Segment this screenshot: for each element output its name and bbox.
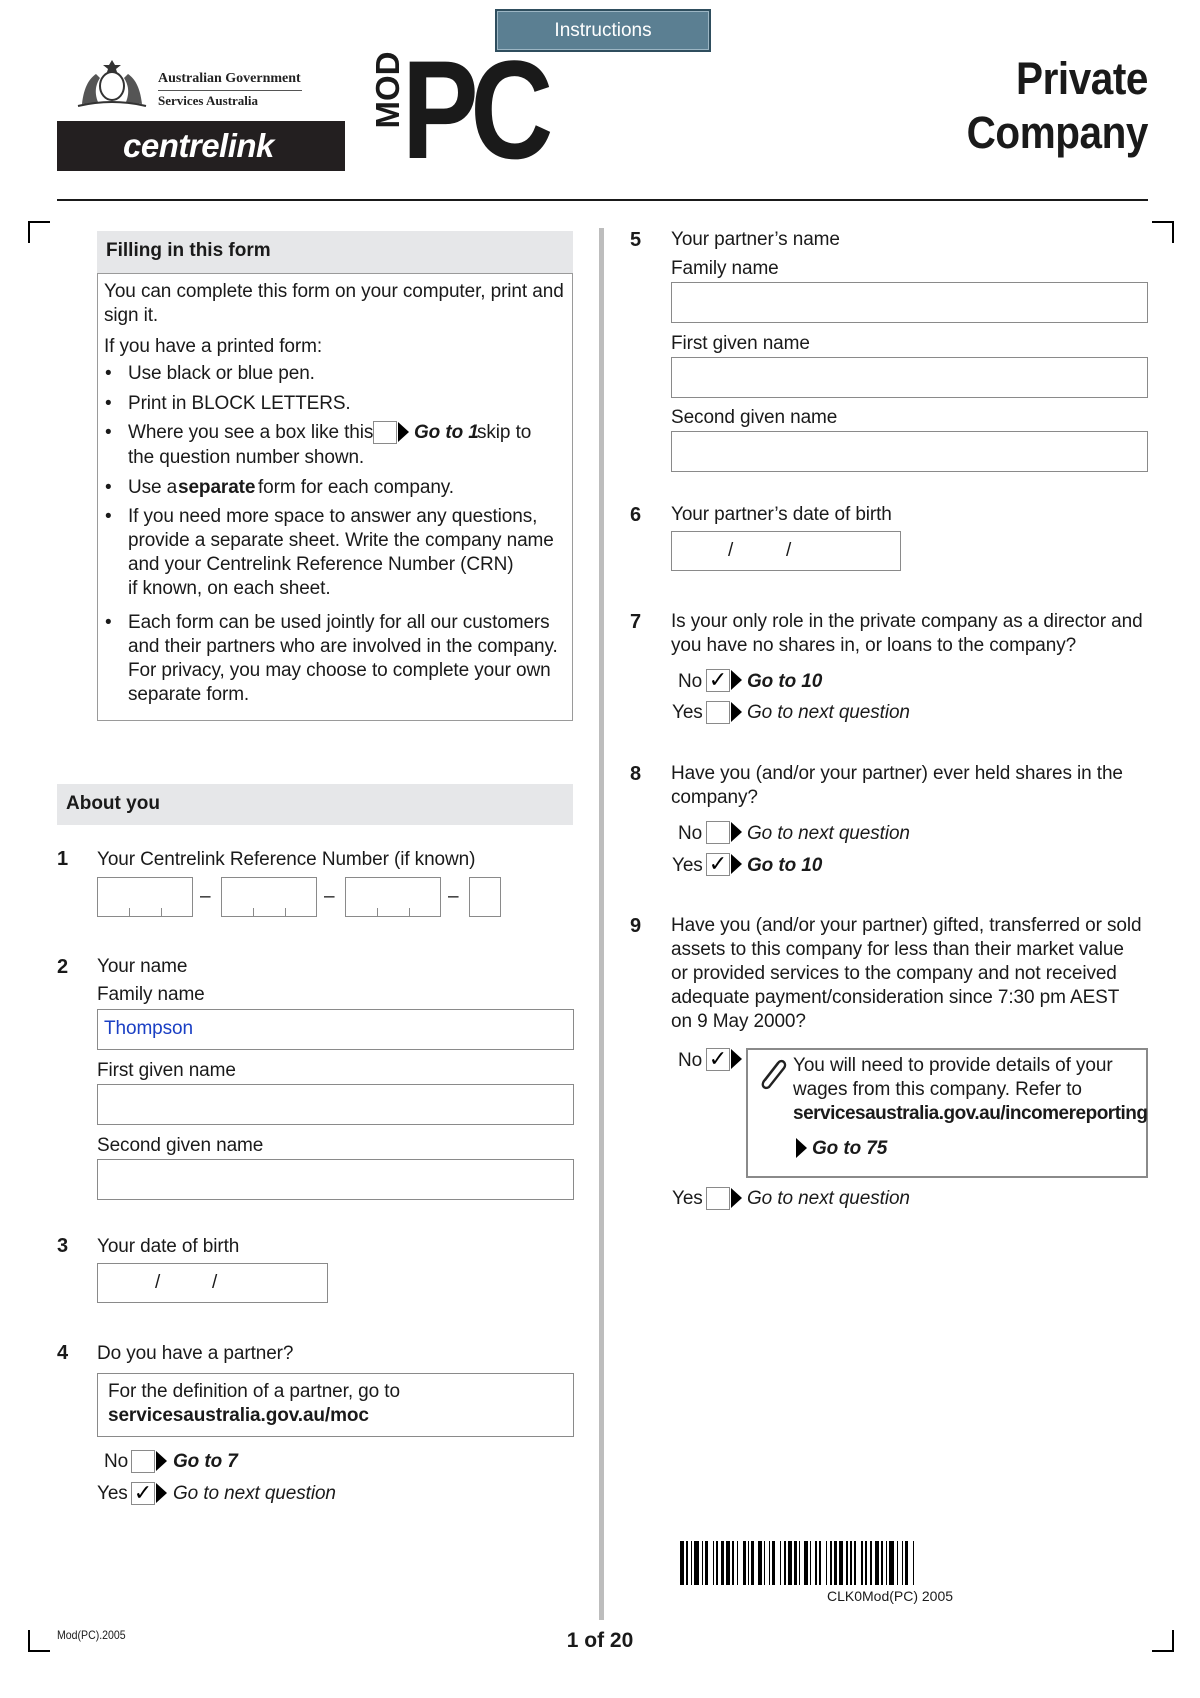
- crn-segment-4[interactable]: [469, 877, 501, 917]
- q4-info-line1: For the definition of a partner, go to: [108, 1381, 400, 1402]
- q9-yes-goto: Go to next question: [747, 1188, 910, 1209]
- government-crest-icon: [74, 56, 150, 110]
- barcode-bar: [732, 1541, 733, 1585]
- partner-dob-slash-2: /: [786, 540, 792, 561]
- family-name-value: Thompson: [104, 1018, 193, 1039]
- barcode-bar: [870, 1541, 871, 1585]
- barcode-bar: [680, 1541, 684, 1585]
- crn-segment-2[interactable]: [221, 877, 317, 917]
- partner-family-name-input[interactable]: [671, 282, 1148, 323]
- instructions-button[interactable]: Instructions: [495, 9, 711, 52]
- q7-yes-label: Yes: [672, 702, 703, 723]
- goto-arrow-icon: [731, 702, 742, 722]
- barcode-bar: [819, 1541, 820, 1585]
- q8-yes-goto: Go to 10: [747, 855, 823, 876]
- bullet-skip-post: skip to: [477, 422, 532, 443]
- q7-line2: you have no shares in, or loans to the company?: [671, 635, 1077, 656]
- barcode-bar: [810, 1541, 811, 1585]
- crn-dash: –: [448, 886, 459, 907]
- q9-info-link[interactable]: servicesaustralia.gov.au/incomereporting: [793, 1103, 1148, 1124]
- barcode-bar: [743, 1541, 746, 1585]
- page-number: 1 of 20: [566, 1629, 634, 1652]
- barcode-bar: [686, 1541, 687, 1585]
- crop-mark-bottom-left: [28, 1630, 50, 1652]
- barcode-bar: [726, 1541, 730, 1585]
- goto-arrow-icon: [156, 1483, 167, 1503]
- partner-second-given-label: Second given name: [671, 407, 838, 428]
- q9-no-label: No: [678, 1050, 703, 1071]
- q9-no-checkbox[interactable]: ✓: [706, 1048, 730, 1071]
- q8-yes-label: Yes: [672, 855, 703, 876]
- barcode-bar: [913, 1541, 914, 1585]
- barcode-bar: [737, 1541, 738, 1585]
- bullet-skip-pre: Where you see a box like this: [128, 422, 374, 443]
- first-given-label: First given name: [97, 1060, 236, 1081]
- barcode-bar: [758, 1541, 762, 1585]
- q9-yes-label: Yes: [672, 1188, 703, 1209]
- filling-heading: Filling in this form: [97, 231, 573, 273]
- q3-number: 3: [57, 1235, 69, 1257]
- q5-label: Your partner’s name: [671, 229, 840, 250]
- barcode-bar: [889, 1541, 893, 1585]
- q5-number: 5: [630, 229, 642, 251]
- q4-label: Do you have a partner?: [97, 1343, 294, 1364]
- q9-line5: on 9 May 2000?: [671, 1011, 806, 1032]
- barcode-bar: [713, 1541, 714, 1585]
- barcode-bar: [881, 1541, 882, 1585]
- q4-yes-goto: Go to next question: [173, 1483, 336, 1504]
- crop-mark-bottom-right: [1152, 1630, 1174, 1652]
- q9-line2: assets to this company for less than their market value: [671, 939, 1124, 960]
- barcode-bar: [865, 1541, 866, 1585]
- q9-info-line1: You will need to provide details of your: [793, 1055, 1113, 1076]
- partner-dob-slash-1: /: [728, 540, 734, 561]
- q8-no-checkbox[interactable]: [706, 821, 730, 844]
- bullet-space-l3: and your Centrelink Reference Number (CRN): [128, 554, 514, 575]
- barcode-bar: [784, 1541, 785, 1585]
- barcode-text: CLK0Mod(PC) 2005: [826, 1588, 954, 1604]
- barcode-bar: [834, 1541, 837, 1585]
- barcode-bar: [788, 1541, 792, 1585]
- barcode-bar: [694, 1541, 698, 1585]
- barcode-bar: [846, 1541, 847, 1585]
- barcode-bar: [850, 1541, 853, 1585]
- goto-arrow-icon: [156, 1451, 167, 1471]
- crop-mark-top-left: [28, 221, 50, 243]
- crop-mark-top-right: [1152, 221, 1174, 243]
- barcode-bar: [769, 1541, 770, 1585]
- form-title: Private Company: [966, 53, 1148, 158]
- q9-yes-checkbox[interactable]: [706, 1187, 730, 1210]
- barcode-bar: [702, 1541, 703, 1585]
- q7-line1: Is your only role in the private company as a director and: [671, 611, 1143, 632]
- bullet-space-l4: if known, on each sheet.: [128, 578, 331, 599]
- barcode-bar: [748, 1541, 749, 1585]
- filling-intro: You can complete this form on your computer, print and sign it.: [104, 281, 564, 326]
- q8-no-label: No: [678, 823, 703, 844]
- bullet-space-l2: provide a separate sheet. Write the company name: [128, 530, 554, 551]
- column-divider: [599, 228, 604, 1620]
- second-given-label: Second given name: [97, 1135, 264, 1156]
- barcode-bar: [861, 1541, 864, 1585]
- barcode-bar: [875, 1541, 879, 1585]
- family-name-label: Family name: [97, 984, 205, 1005]
- gov-line1: Australian Government: [158, 71, 301, 86]
- barcode-bar: [804, 1541, 808, 1585]
- q4-no-checkbox[interactable]: [131, 1450, 155, 1473]
- bullet-joint-l4: separate form.: [128, 684, 250, 705]
- bullet-separate-pre: Use a: [128, 477, 178, 498]
- crn-dash: –: [324, 886, 335, 907]
- bullet-joint-l2: and their partners who are involved in the company.: [128, 636, 558, 657]
- barcode-bar: [705, 1541, 708, 1585]
- q2-number: 2: [57, 956, 69, 978]
- q9-line4: adequate payment/consideration since 7:30 pm AEST: [671, 987, 1120, 1008]
- bullet-dot: •: [105, 393, 112, 414]
- q7-yes-checkbox[interactable]: [706, 701, 730, 724]
- barcode-bar: [839, 1541, 843, 1585]
- bullet-dot: •: [105, 363, 112, 384]
- barcode-bar: [826, 1541, 827, 1585]
- q4-number: 4: [57, 1342, 69, 1364]
- q6-number: 6: [630, 504, 642, 526]
- form-code: PC: [402, 31, 546, 188]
- barcode-bar: [764, 1541, 765, 1585]
- q9-line3: or provided services to the company and not received: [671, 963, 1117, 984]
- goto-arrow-icon: [731, 1188, 742, 1208]
- filling-printed: If you have a printed form:: [104, 336, 323, 357]
- q1-label: Your Centrelink Reference Number (if known): [97, 849, 476, 870]
- barcode: [680, 1541, 1100, 1585]
- goto-arrow-icon: [731, 854, 742, 874]
- bullet-pen: Use black or blue pen.: [128, 363, 315, 384]
- about-heading: About you: [57, 784, 573, 825]
- partner-family-name-label: Family name: [671, 258, 779, 279]
- example-checkbox: [373, 421, 397, 444]
- barcode-bar: [721, 1541, 724, 1585]
- gov-line2: Services Australia: [158, 93, 259, 108]
- q8-no-goto: Go to next question: [747, 823, 910, 844]
- bullet-separate-post: form for each company.: [258, 477, 454, 498]
- q9-info-line2: wages from this company. Refer to: [793, 1079, 1082, 1100]
- q4-yes-label: Yes: [97, 1483, 128, 1504]
- q1-number: 1: [57, 848, 69, 870]
- form-id: Mod(PC).2005: [57, 1628, 126, 1642]
- q7-no-label: No: [678, 671, 703, 692]
- q9-line1: Have you (and/or your partner) gifted, transferred or sold: [671, 915, 1142, 936]
- q7-yes-goto: Go to next question: [747, 702, 910, 723]
- q7-no-checkbox[interactable]: ✓: [706, 669, 730, 692]
- header-rule: [57, 199, 1148, 201]
- barcode-bar: [897, 1541, 898, 1585]
- barcode-bar: [815, 1541, 818, 1585]
- first-given-name-input[interactable]: [97, 1084, 574, 1125]
- gov-divider: [158, 90, 302, 91]
- q3-label: Your date of birth: [97, 1236, 240, 1257]
- mod-label: MOD: [369, 51, 406, 129]
- bullet-space-l1: If you need more space to answer any questions,: [128, 506, 538, 527]
- barcode-bar: [794, 1541, 797, 1585]
- goto-arrow-icon: [731, 1049, 742, 1069]
- q9-info-goto: Go to 75: [812, 1138, 888, 1159]
- barcode-bar: [886, 1541, 887, 1585]
- q4-no-label: No: [104, 1451, 129, 1472]
- barcode-bar: [902, 1541, 903, 1585]
- barcode-bar: [780, 1541, 781, 1585]
- dob-slash-2: /: [212, 1272, 218, 1293]
- q7-no-goto: Go to 10: [747, 671, 823, 692]
- bullet-block-letters: Print in BLOCK LETTERS.: [128, 393, 351, 414]
- crn-segment-1[interactable]: [97, 877, 193, 917]
- bullet-joint-l3: For privacy, you may choose to complete your own: [128, 660, 551, 681]
- partner-second-given-name-input[interactable]: [671, 431, 1148, 472]
- dob-slash-1: /: [155, 1272, 161, 1293]
- q6-label: Your partner’s date of birth: [671, 504, 892, 525]
- q4-info-link[interactable]: servicesaustralia.gov.au/moc: [108, 1405, 369, 1426]
- barcode-bar: [830, 1541, 831, 1585]
- goto-arrow-icon: [731, 670, 742, 690]
- second-given-name-input[interactable]: [97, 1159, 574, 1200]
- q4-yes-checkbox[interactable]: ✓: [131, 1482, 155, 1505]
- q7-number: 7: [630, 611, 642, 633]
- q8-number: 8: [630, 763, 642, 785]
- barcode-bar: [751, 1541, 754, 1585]
- goto-arrow-icon: [731, 822, 742, 842]
- q8-line1: Have you (and/or your partner) ever held shares in the: [671, 763, 1123, 784]
- barcode-bar: [772, 1541, 775, 1585]
- q2-label: Your name: [97, 956, 188, 977]
- partner-first-given-name-input[interactable]: [671, 357, 1148, 398]
- crn-dash: –: [200, 886, 211, 907]
- barcode-bar: [854, 1541, 855, 1585]
- bullet-dot: •: [105, 477, 112, 498]
- goto-arrow-icon: [398, 422, 409, 442]
- q9-number: 9: [630, 915, 642, 937]
- q8-yes-checkbox[interactable]: ✓: [706, 853, 730, 876]
- barcode-bar: [799, 1541, 800, 1585]
- bullet-separate-bold: separate: [178, 477, 256, 498]
- bullet-joint-l1: Each form can be used jointly for all our customers: [128, 612, 550, 633]
- crn-segment-3[interactable]: [345, 877, 441, 917]
- paperclip-icon: [754, 1055, 790, 1095]
- bullet-skip-goto: Go to 1: [414, 422, 479, 443]
- bullet-dot: •: [105, 422, 112, 443]
- barcode-bar: [905, 1541, 908, 1585]
- q8-line2: company?: [671, 787, 758, 808]
- partner-first-given-label: First given name: [671, 333, 810, 354]
- q4-no-goto: Go to 7: [173, 1451, 238, 1472]
- barcode-bar: [691, 1541, 692, 1585]
- bullet-skip-line2: the question number shown.: [128, 447, 365, 468]
- barcode-bar: [716, 1541, 717, 1585]
- goto-arrow-icon: [796, 1138, 807, 1158]
- centrelink-brand: centrelink: [123, 127, 274, 164]
- bullet-dot: •: [105, 506, 112, 527]
- bullet-dot: •: [105, 612, 112, 633]
